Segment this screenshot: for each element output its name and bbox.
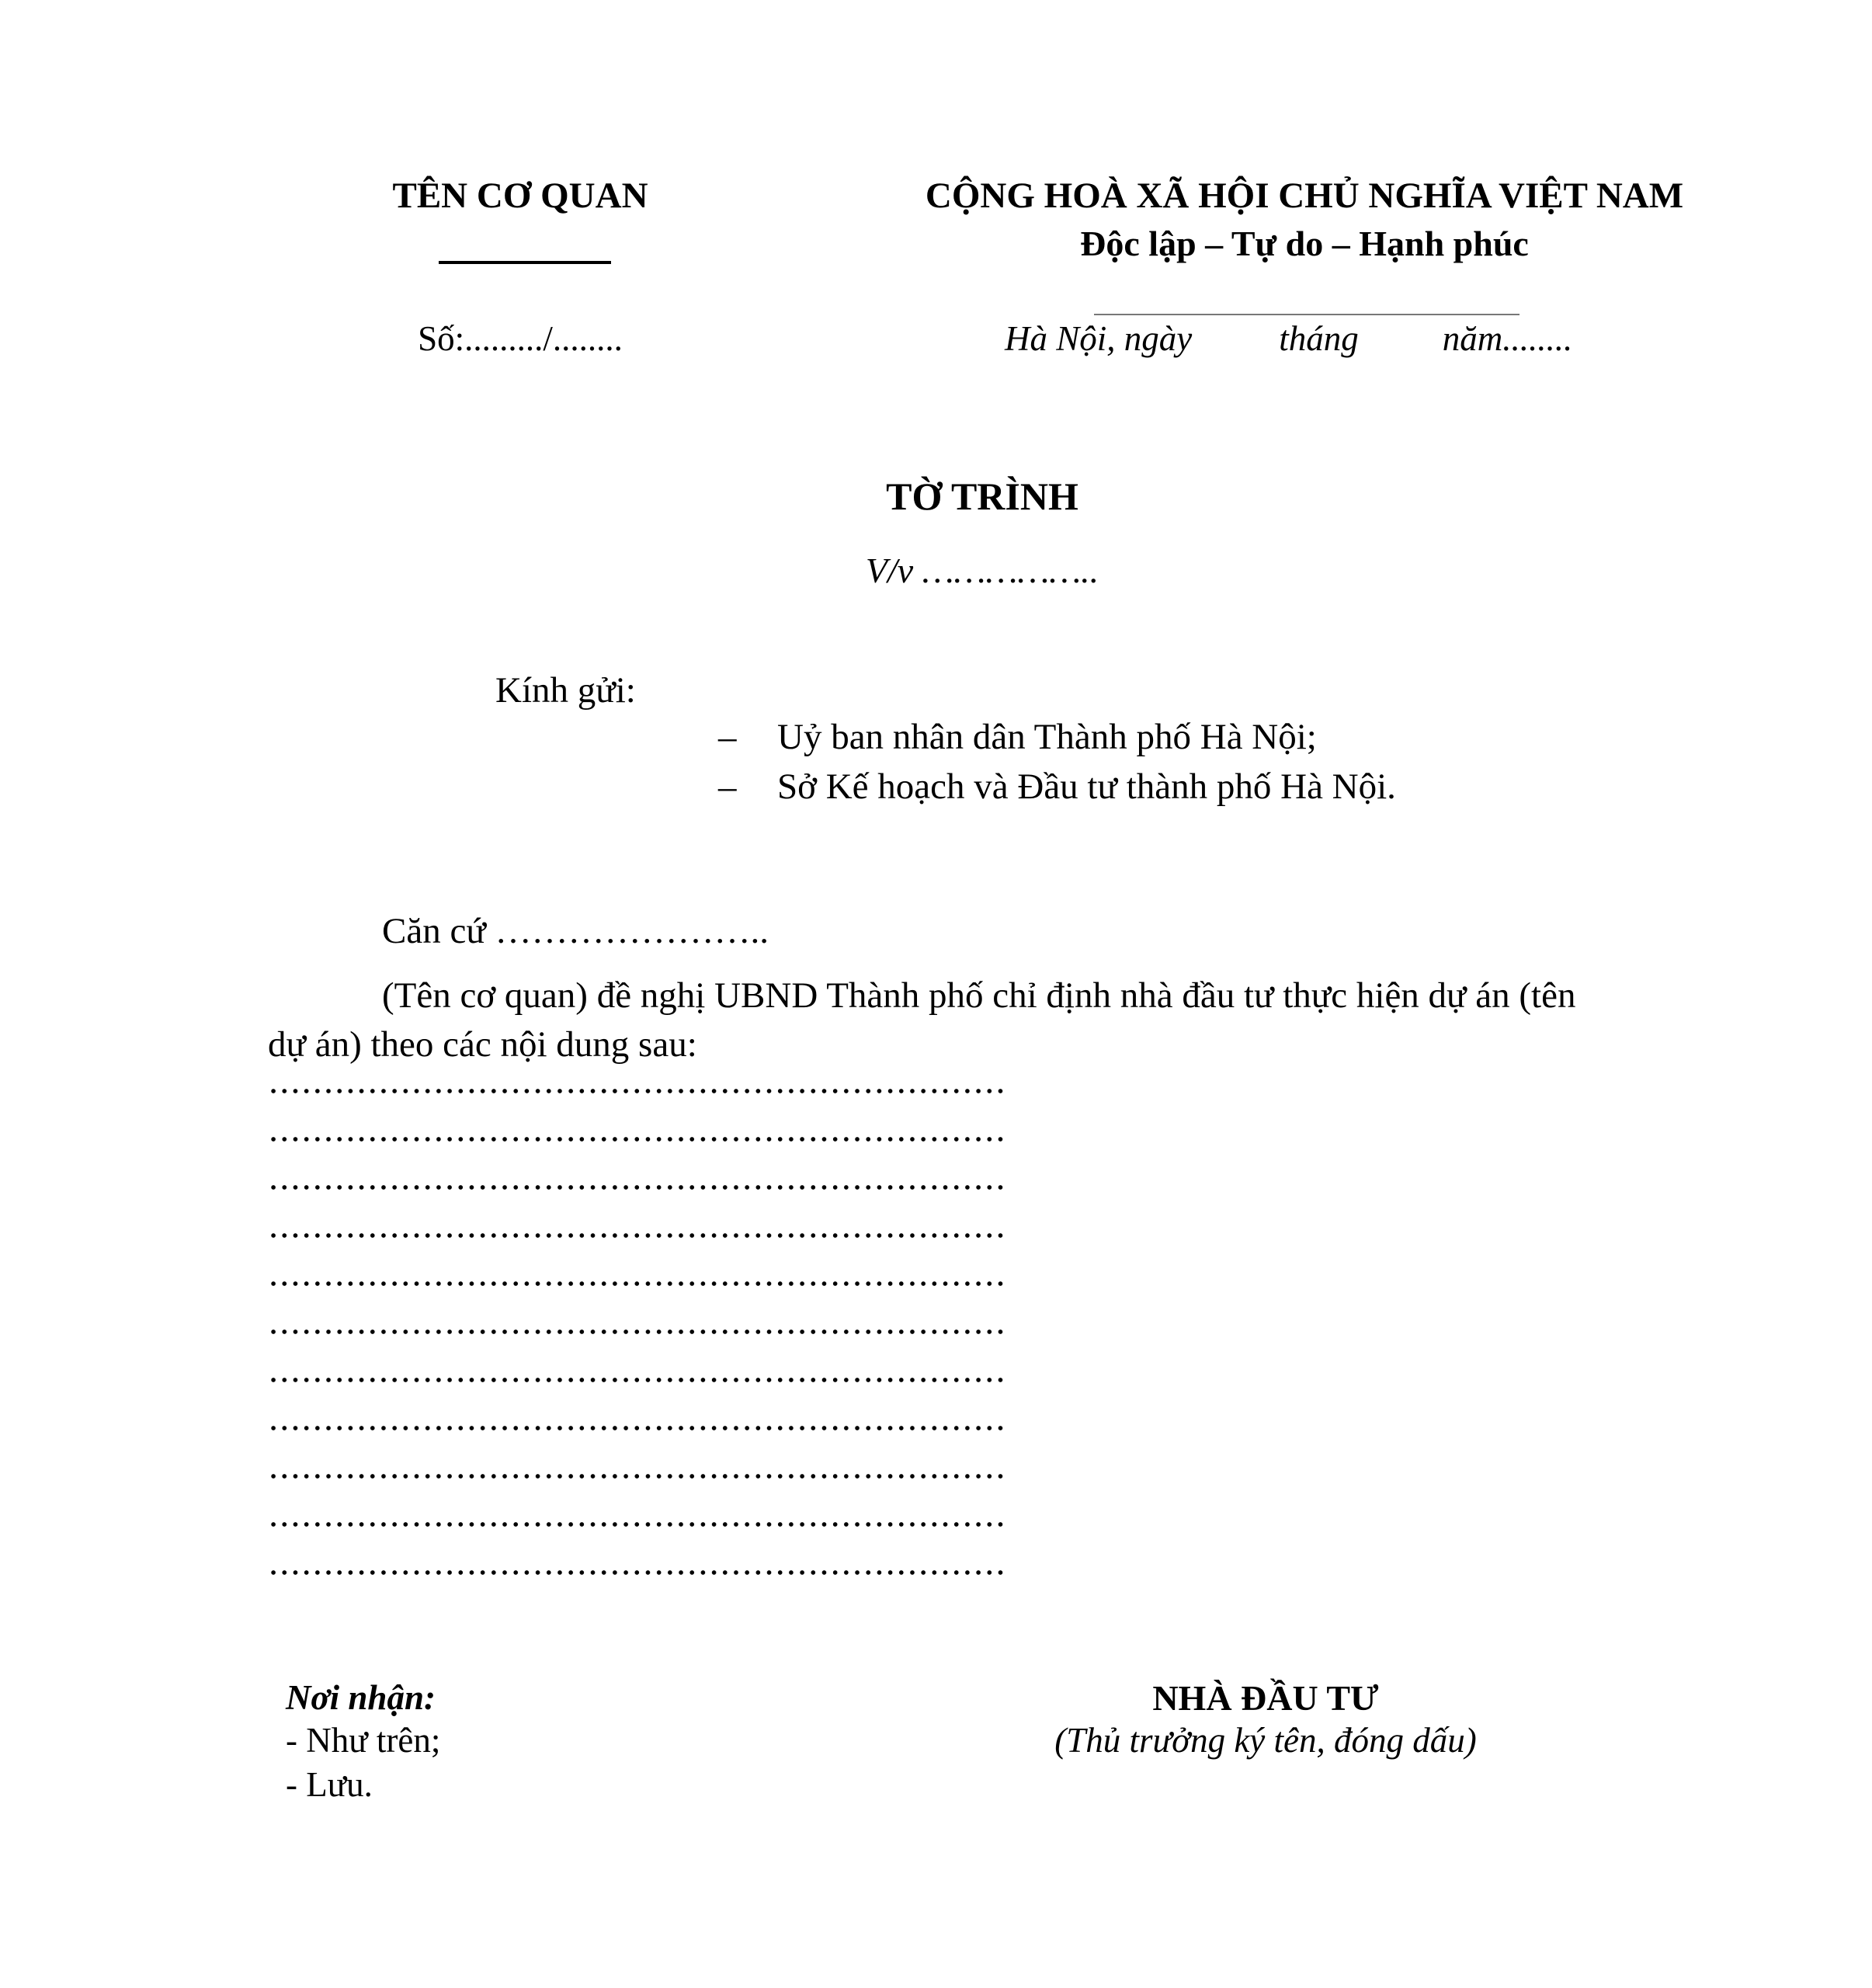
- recipient-label: Sở Kế hoạch và Đầu tư thành phố Hà Nội.: [777, 766, 1396, 807]
- document-number: Số:........./........: [418, 319, 623, 358]
- signer-title: NHÀ ĐẦU TƯ: [1152, 1678, 1379, 1718]
- placeholder-dot-line: [268, 1136, 1005, 1142]
- document-title: TỜ TRÌNH: [886, 474, 1078, 518]
- dash-bullet: –: [718, 766, 737, 807]
- national-motto: Độc lập – Tự do – Hạnh phúc: [1080, 224, 1529, 263]
- placeholder-dot-line: [268, 1088, 1005, 1094]
- motto-underline: [1094, 314, 1519, 315]
- placeholder-dot-line: [268, 1377, 1005, 1383]
- placeholder-dot-line: [268, 1521, 1005, 1527]
- proposal-text-line-1: (Tên cơ quan) đề nghị UBND Thành phố chỉ định nhà đầu tư thực hiện dự án (tên: [382, 975, 1576, 1016]
- document-subject: V/v ……………..: [865, 551, 1099, 590]
- date-year: năm........: [1442, 319, 1573, 358]
- recipient-label: Uỷ ban nhân dân Thành phố Hà Nội;: [777, 717, 1317, 757]
- placeholder-dot-line: [268, 1569, 1005, 1576]
- placeholder-dot-line: [268, 1281, 1005, 1287]
- recipients-list-item: - Như trên;: [286, 1721, 441, 1760]
- organization-underline: [439, 261, 611, 264]
- greeting: Kính gửi:: [495, 670, 636, 711]
- recipients-title: Nơi nhận:: [286, 1678, 436, 1717]
- national-title: CỘNG HOÀ XÃ HỘI CHỦ NGHĨA VIỆT NAM: [925, 176, 1684, 216]
- date-line: [1005, 318, 1572, 359]
- proposal-text-line-2: dự án) theo các nội dung sau:: [268, 1024, 697, 1065]
- date-month: tháng: [1279, 319, 1359, 358]
- dash-bullet: –: [718, 717, 737, 757]
- placeholder-dot-line: [268, 1184, 1005, 1190]
- placeholder-dot-line: [268, 1232, 1005, 1239]
- signer-note: (Thủ trưởng ký tên, đóng dấu): [1054, 1721, 1477, 1760]
- recipient-item: [718, 766, 1396, 808]
- recipient-item: [718, 716, 1317, 758]
- basis-line: Căn cứ …………………..: [382, 911, 769, 951]
- placeholder-dot-line: [268, 1329, 1005, 1335]
- recipients-list-item: - Lưu.: [286, 1765, 373, 1804]
- organization-name: TÊN CƠ QUAN: [392, 176, 648, 216]
- date-place: Hà Nội, ngày: [1005, 319, 1193, 358]
- placeholder-dot-line: [268, 1473, 1005, 1479]
- placeholder-dot-line: [268, 1425, 1005, 1431]
